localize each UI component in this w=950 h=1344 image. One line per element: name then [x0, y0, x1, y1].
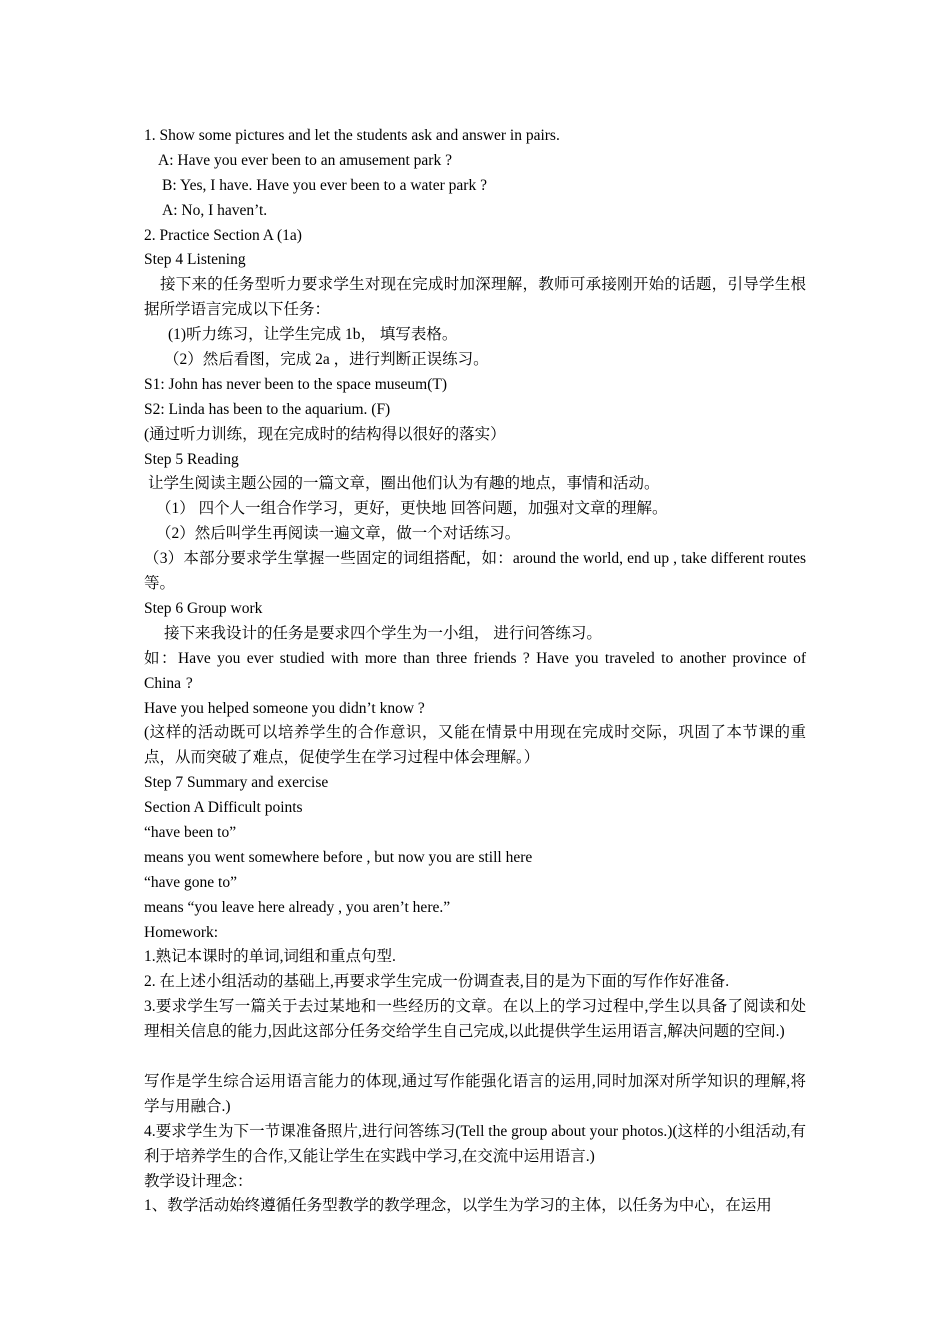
heading-step7: Step 7 Summary and exercise: [144, 774, 329, 792]
difficult-points-heading: Section A Difficult points: [144, 799, 303, 817]
reading-task-3: （3）本部分要求学生掌握一些固定的词组搭配，如：around the world, end up , take different routes 等。: [144, 550, 806, 593]
dialogue-line-a2: A: No, I haven’t.: [162, 201, 268, 219]
design-concept-item-1: 1、教学活动始终遵循任务型教学的教学理念，以学生为学习的主体，以任务为中心，在运用: [144, 1197, 772, 1215]
design-concept-heading: 教学设计理念：: [144, 1172, 253, 1190]
reading-task-1: （1） 四个人一组合作学习，更好，更快地 回答问题，加强对文章的理解。: [156, 500, 668, 518]
homework-item-3: 3.要求学生写一篇关于去过某地和一些经历的文章。在以上的学习过程中,学生以具备了阅读和处理相关信息的能力,因此这部分任务交给学生自己完成,以此提供学生运用语言,解决问题的空间.): [144, 998, 806, 1041]
homework-item-2: 2. 在上述小组活动的基础上,再要求学生完成一份调查表,目的是为下面的写作作好准备.: [144, 973, 730, 991]
listening-intro: 接下来的任务型听力要求学生对现在完成时加深理解，教师可承接刚开始的话题，引导学生根据所学语言完成以下任务：: [144, 276, 806, 319]
reading-task-2: （2）然后叫学生再阅读一遍文章，做一个对话练习。: [156, 525, 521, 543]
groupwork-note: (这样的活动既可以培养学生的合作意识，又能在情景中用现在完成时交际，巩固了本节课的重点，从而突破了难点，促使学生在学习过程中体会理解。）: [144, 724, 806, 767]
listening-task-2: （2）然后看图，完成 2a ，进行判断正误练习。: [164, 351, 489, 369]
phrase-have-gone-to-meaning: means “you leave here already , you aren’t here.”: [144, 898, 451, 916]
step-item-1: 1. Show some pictures and let the students ask and answer in pairs.: [144, 127, 560, 144]
heading-step4: Step 4 Listening: [144, 251, 246, 269]
homework-item-4: 4.要求学生为下一节课准备照片,进行问答练习(Tell the group about your photos.)(这样的小组活动,有利于培养学生的合作,又能让学生在实践中学习,在交流中运用语言.): [144, 1122, 806, 1165]
heading-step6: Step 6 Group work: [144, 599, 263, 617]
sentence-s1: S1: John has never been to the space museum(T): [144, 375, 448, 393]
dialogue-line-b1: B: Yes, I have. Have you ever been to a water park ?: [162, 176, 487, 194]
listening-task-1: (1)听力练习，让学生完成 1b， 填写表格。: [168, 326, 458, 344]
sentence-s2: S2: Linda has been to the aquarium. (F): [144, 400, 391, 418]
phrase-have-been-to: “have been to”: [144, 824, 237, 841]
homework-heading: Homework:: [144, 923, 219, 941]
reading-intro: 让学生阅读主题公园的一篇文章，圈出他们认为有趣的地点，事情和活动。: [148, 475, 660, 493]
phrase-have-gone-to: “have gone to”: [144, 873, 237, 891]
step-item-2: 2. Practice Section A (1a): [144, 226, 302, 244]
groupwork-question: Have you helped someone you didn’t know ?: [144, 699, 425, 717]
groupwork-examples: 如：Have you ever studied with more than three friends ? Have you traveled to another province of China ?: [144, 649, 806, 692]
phrase-have-been-to-meaning: means you went somewhere before , but now you are still here: [144, 848, 533, 866]
listening-note: (通过听力训练，现在完成时的结构得以很好的落实）: [144, 425, 506, 443]
homework-item-1: 1.熟记本课时的单词,词组和重点句型.: [144, 948, 396, 966]
dialogue-line-a1: A: Have you ever been to an amusement park ?: [158, 151, 452, 169]
writing-note: 写作是学生综合运用语言能力的体现,通过写作能强化语言的运用,同时加深对所学知识的理解,将学与用融合.): [144, 1072, 806, 1115]
document-page: [144, 124, 806, 1219]
groupwork-intro: 接下来我设计的任务是要求四个学生为一小组， 进行问答练习。: [164, 624, 602, 642]
heading-step5: Step 5 Reading: [144, 450, 239, 468]
